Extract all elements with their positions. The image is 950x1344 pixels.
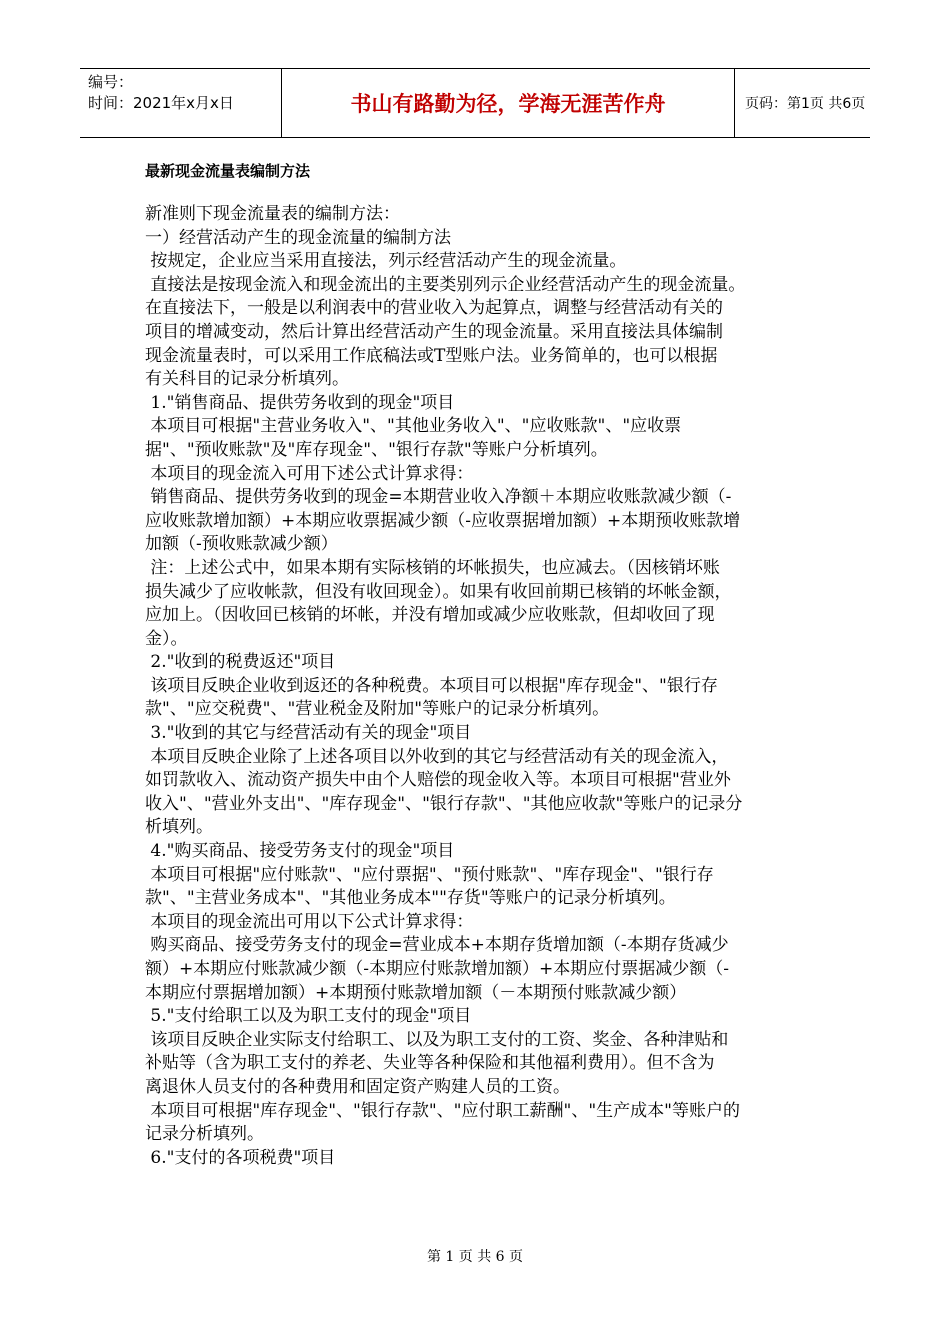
body-line: 该项目反映企业实际支付给职工、以及为职工支付的工资、奖金、各种津贴和 bbox=[145, 1029, 729, 1050]
body-line: 析填列。 bbox=[145, 817, 213, 838]
document-title: 最新现金流量表编制方法 bbox=[145, 162, 311, 180]
body-line: 本项目可根据"主营业务收入"、"其他业务收入"、"应收账款"、"应收票 bbox=[145, 416, 682, 437]
document-body bbox=[145, 203, 810, 1170]
body-line: 收入"、"营业外支出"、"库存现金"、"银行存款"、"其他应收款"等账户的记录分 bbox=[145, 793, 743, 814]
body-line: 款"、"应交税费"、"营业税金及附加"等账户的记录分析填列。 bbox=[145, 699, 610, 720]
document-date-label: 时间：2021年x月x日 bbox=[88, 94, 234, 112]
body-line: 据"、"预收账款"及"库存现金"、"银行存款"等账户分析填列。 bbox=[145, 439, 608, 460]
body-line: 现金流量表时，可以采用工作底稿法或T型账户法。业务简单的，也可以根据 bbox=[145, 345, 718, 366]
body-line: 本项目可根据"库存现金"、"银行存款"、"应付职工薪酬"、"生产成本"等账户的 bbox=[145, 1100, 740, 1121]
header-motto: 书山有路勤为径，学海无涯苦作舟 bbox=[281, 69, 735, 137]
body-line: 本项目反映企业除了上述各项目以外收到的其它与经营活动有关的现金流入， bbox=[145, 746, 729, 767]
page-footer: 第 1 页 共 6 页 bbox=[426, 1249, 524, 1265]
body-line: 补贴等（含为职工支付的养老、失业等各种保险和其他福利费用）。但不含为 bbox=[145, 1053, 715, 1074]
document-number-label: 编号： bbox=[88, 73, 134, 91]
body-line: 1."销售商品、提供劳务收到的现金"项目 bbox=[145, 392, 455, 413]
body-line: 本期应付票据增加额）+本期预付账款增加额（－本期预付账款减少额） bbox=[145, 982, 687, 1003]
body-line: 在直接法下，一般是以利润表中的营业收入为起算点，调整与经营活动有关的 bbox=[145, 298, 723, 319]
body-line: 该项目反映企业收到返还的各种税费。本项目可以根据"库存现金"、"银行存 bbox=[145, 675, 718, 696]
body-line: 加额（-预收账款减少额） bbox=[145, 534, 338, 555]
body-line: 本项目可根据"应付账款"、"应付票据"、"预付账款"、"库存现金"、"银行存 bbox=[145, 864, 714, 885]
body-line: 2."收到的税费返还"项目 bbox=[145, 652, 336, 673]
body-line: 新准则下现金流量表的编制方法： bbox=[145, 204, 400, 224]
header-page-number: 页码：第1页 共6页 bbox=[745, 96, 866, 112]
body-line: 本项目的现金流出可用以下公式计算求得： bbox=[145, 911, 474, 932]
body-line: 应收账款增加额）+本期应收票据减少额（-应收票据增加额）+本期预收账款增 bbox=[145, 510, 741, 531]
body-line: 一）经营活动产生的现金流量的编制方法 bbox=[145, 227, 451, 248]
body-line: 本项目的现金流入可用下述公式计算求得： bbox=[145, 463, 474, 484]
body-line: 记录分析填列。 bbox=[145, 1124, 264, 1145]
body-line: 应加上。（因收回已核销的坏帐，并没有增加或减少应收账款，但却收回了现 bbox=[145, 605, 715, 626]
body-line: 直接法是按现金流入和现金流出的主要类别列示企业经营活动产生的现金流量。 bbox=[145, 274, 746, 295]
body-line: 按规定，企业应当采用直接法，列示经营活动产生的现金流量。 bbox=[145, 251, 627, 272]
body-line: 如罚款收入、流动资产损失中由个人赔偿的现金收入等。本项目可根据"营业外 bbox=[145, 770, 731, 791]
body-line: 购买商品、接受劳务支付的现金=营业成本+本期存货增加额（-本期存货减少 bbox=[145, 935, 729, 956]
body-line: 金）。 bbox=[145, 628, 188, 649]
body-line: 款"、"主营业务成本"、"其他业务成本""存货"等账户的记录分析填列。 bbox=[145, 888, 676, 909]
page-header bbox=[80, 68, 870, 138]
body-line: 额）+本期应付账款减少额（-本期应付账款增加额）+本期应付票据减少额（- bbox=[145, 959, 729, 979]
body-line: 项目的增减变动，然后计算出经营活动产生的现金流量。采用直接法具体编制 bbox=[145, 321, 723, 342]
body-line: 离退休人员支付的各种费用和固定资产购建人员的工资。 bbox=[145, 1076, 570, 1097]
body-line: 有关科目的记录分析填列。 bbox=[145, 369, 349, 390]
body-line: 4."购买商品、接受劳务支付的现金"项目 bbox=[145, 841, 455, 862]
header-meta bbox=[88, 72, 234, 114]
body-line: 销售商品、提供劳务收到的现金=本期营业收入净额＋本期应收账款减少额（- bbox=[145, 487, 732, 508]
body-line: 3."收到的其它与经营活动有关的现金"项目 bbox=[145, 723, 472, 744]
body-line: 注：上述公式中，如果本期有实际核销的坏帐损失，也应减去。（因核销坏账 bbox=[145, 557, 720, 578]
body-line: 6."支付的各项税费"项目 bbox=[145, 1147, 336, 1168]
body-line: 5."支付给职工以及为职工支付的现金"项目 bbox=[145, 1006, 472, 1027]
body-line: 损失减少了应收帐款，但没有收回现金）。如果有收回前期已核销的坏帐金额， bbox=[145, 581, 732, 602]
